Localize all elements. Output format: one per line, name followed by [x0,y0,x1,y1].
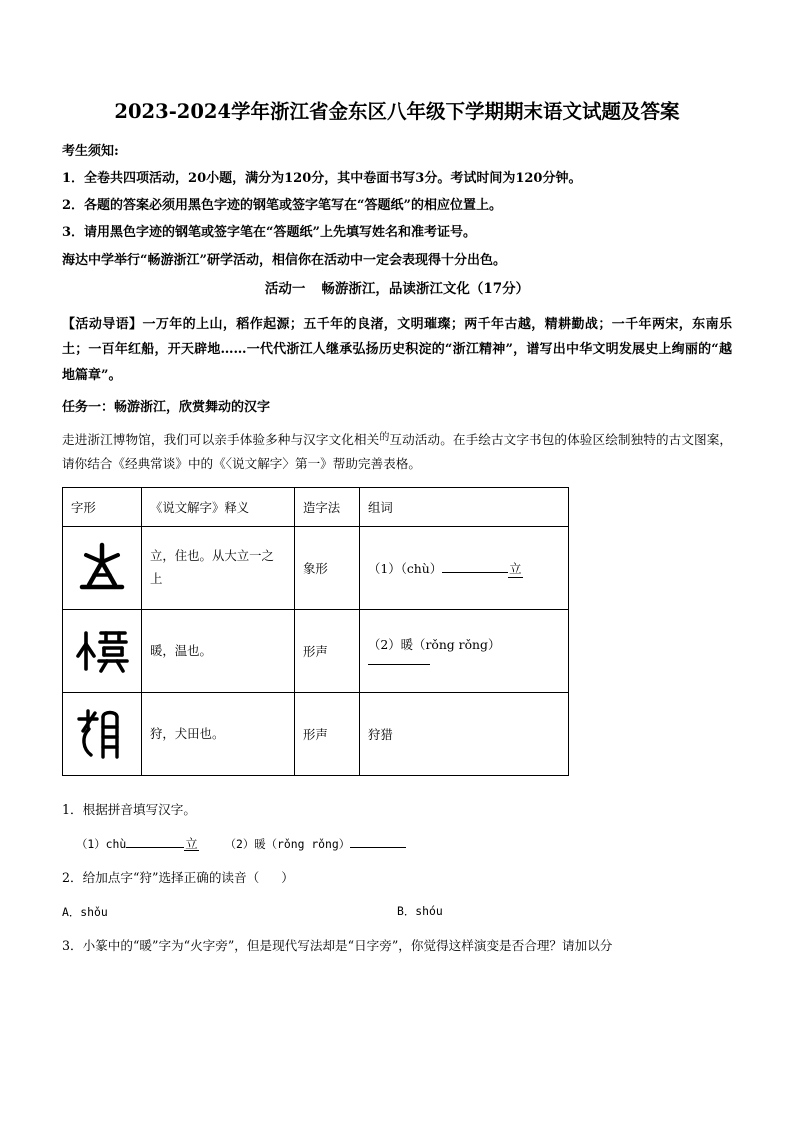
question-2-text-after: ） [281,870,294,886]
question-1-sub-a-suffix: 立 [185,835,198,851]
ancient-glyph-li-icon [71,541,133,595]
question-1-subitems [62,835,732,851]
table-row [63,693,569,776]
table-cell-word: 狩猎 [360,693,569,776]
question-2-text-before: 给加点字“狩”选择正确的读音（ [82,870,260,886]
table-cell-form [63,527,142,610]
table-header-gloss: 《说文解字》释义 [142,488,295,527]
table-cell-method: 形声 [295,693,360,776]
task-heading: 任务一：畅游浙江，欣赏舞动的汉字 [62,399,271,415]
table-cell-gloss: 立，住也。从大立一之上 [142,527,295,610]
activity-label: 活动一 [264,281,306,298]
question-1 [62,804,732,817]
table-header-form: 字形 [63,488,142,527]
answer-blank[interactable] [442,572,508,573]
ancient-glyph-nuan-icon [71,624,133,678]
question-2-number: 2． [62,870,83,886]
answer-blank[interactable] [368,664,430,665]
table-cell-word [360,527,569,610]
question-2 [62,872,732,885]
table-row [63,610,569,693]
notice-item-3: 3．请用黑色字迹的钢笔或签字笔在“答题纸”上先填写姓名和准考证号。 [62,225,477,241]
table-cell-method: 形声 [295,610,360,693]
question-3-text: 小篆中的“暖”字为“火字旁”，但是现代写法却是“日字旁”，你觉得这样演变是否合理？请加以分 [82,938,613,954]
question-1-number: 1． [62,802,83,818]
table-header-word: 组词 [360,488,569,527]
notice-heading: 考生须知: [62,144,119,160]
lead-paragraph: 海达中学举行“畅游浙江”研学活动，相信你在活动中一定会表现得十分出色。 [62,253,506,269]
table-header-row [63,488,569,527]
task-intro-part-2: 互动活动。在手绘古文字书包的体验区绘制独特的古文图案，请你结合《经典常谈》中的《〈说文解字〉第一》帮助完善表格。 [62,431,733,472]
question-1-sub-a-prefix: （1）chù [76,836,127,851]
task-intro-paragraph [62,428,732,477]
word-suffix: 立 [509,560,522,576]
task-intro-raised-char: 的 [379,431,390,443]
activity-title-text: 畅游浙江，品读浙江文化（17分） [321,281,530,298]
question-1-sub-b-prefix: （2）暖（rǒng rǒng） [224,836,351,851]
table-cell-word [360,610,569,693]
question-2-options [62,903,732,919]
question-3 [62,940,732,953]
table-row [63,527,569,610]
table-cell-form [63,693,142,776]
word-prefix: （2）暖（rǒng rǒng） [368,636,501,652]
table-cell-method: 象形 [295,527,360,610]
answer-blank[interactable] [126,847,184,848]
page-title: 2023-2024学年浙江省金东区八年级下学期期末语文试题及答案 [114,100,680,123]
answer-blank[interactable] [350,847,406,848]
ancient-glyph-shou-icon [71,705,133,763]
notice-item-2: 2．各题的答案必须用黑色字迹的钢笔或签字笔写在“答题纸”的相应位置上。 [62,198,503,214]
option-a[interactable]: A．shǒu [62,904,108,919]
option-b[interactable]: B．shóu [397,903,443,918]
activity-guide-paragraph: 【活动导语】一万年的上山，稻作起源；五千年的良渚，文明璀璨；两千年古越，精耕勤战；一千年两宋，东南乐土；一百年红船，开天辟地……一代代浙江人继承弘扬历史积淀的“浙江精神”，谱写出中华文明发展史上绚丽的“越地篇章”。 [62,316,732,383]
activity-heading [62,283,732,297]
question-3-number: 3． [62,938,83,954]
table-header-method: 造字法 [295,488,360,527]
notice-item-1: 1．全卷共四项活动，20小题，满分为120分，其中卷面书写3分。考试时间为120分钟。 [62,171,582,187]
table-cell-form [63,610,142,693]
table-cell-gloss: 暖，温也。 [142,610,295,693]
task-intro-part-1: 走进浙江博物馆，我们可以亲手体验多种与汉字文化相关 [62,431,380,447]
question-1-text: 根据拼音填写汉字。 [82,802,196,818]
glyph-table [62,487,569,776]
table-cell-gloss: 狩，犬田也。 [142,693,295,776]
word-prefix: （1）（chù） [368,560,443,576]
